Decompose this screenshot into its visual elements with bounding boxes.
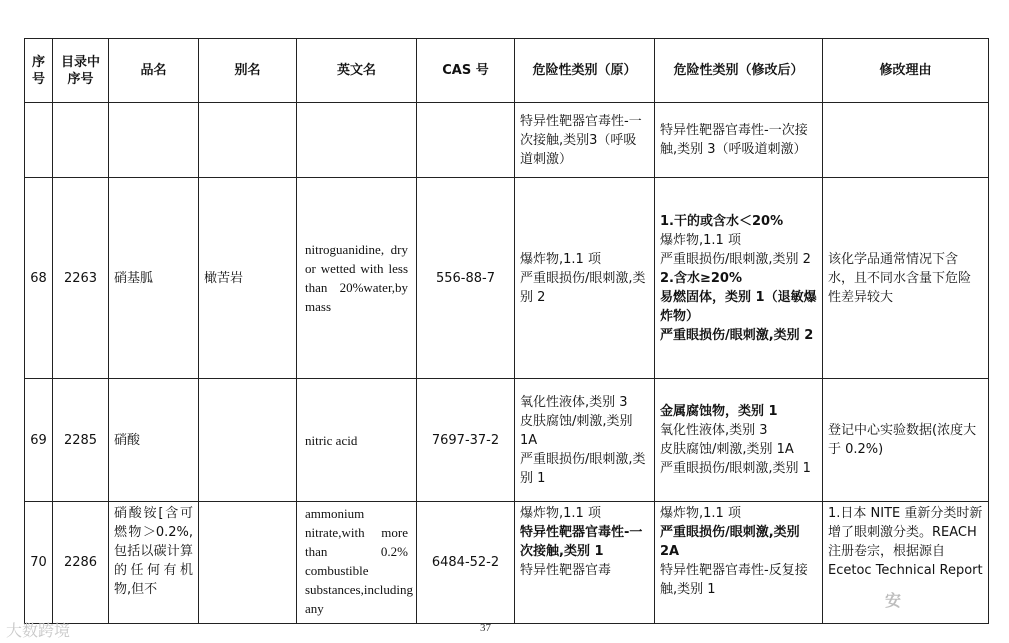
row-cas: 7697-37-2 <box>417 379 515 502</box>
watermark-logo: 大数跨境 <box>6 621 71 640</box>
table-row <box>25 379 989 502</box>
cont-new-hazard: 特异性靶器官毒性-一次接触,类别 3（呼吸道刺激） <box>655 103 823 178</box>
chemical-hazard-table <box>24 38 989 624</box>
row-new-hazard: 爆炸物,1.1 项 严重眼损伤/眼刺激,类别 2A 特异性靶器官毒性-反复接触,类别 1 <box>655 502 823 624</box>
header-alias: 别名 <box>199 39 297 103</box>
row-new-hazard: 1.干的或含水＜20% 爆炸物,1.1 项 严重眼损伤/眼刺激,类别 2 2.含水≥20% 易燃固体，类别 1（退敏爆炸物） 严重眼损伤/眼刺激,类别 2 <box>655 178 823 379</box>
row-new-hazard: 金属腐蚀物，类别 1 氧化性液体,类别 3 皮肤腐蚀/刺激,类别 1A 严重眼损伤/眼刺激,类别 1 <box>655 379 823 502</box>
row-catalog: 2285 <box>53 379 109 502</box>
row-cas: 6484-52-2 <box>417 502 515 624</box>
header-new-hazard: 危险性类别（修改后） <box>655 39 823 103</box>
row-name: 硝酸 <box>109 379 199 502</box>
header-cas: CAS 号 <box>417 39 515 103</box>
row-seq: 70 <box>25 502 53 624</box>
row-alias: 橄苦岩 <box>199 178 297 379</box>
header-reason: 修改理由 <box>823 39 989 103</box>
row-reason: 该化学品通常情况下含水，且不同水含量下危险性差异较大 <box>823 178 989 379</box>
row-cas: 556-88-7 <box>417 178 515 379</box>
cont-orig-hazard: 特异性靶器官毒性-一次接触,类别3（呼吸道刺激） <box>515 103 655 178</box>
header-row <box>25 39 989 103</box>
row-english: nitroguanidine, dry or wetted with less than 20%water,by mass <box>297 178 417 379</box>
header-seq: 序号 <box>25 39 53 103</box>
header-name: 品名 <box>109 39 199 103</box>
row-english: ammonium nitrate,with more than 0.2% combustible substances,including any <box>297 502 417 624</box>
row-orig-hazard: 爆炸物,1.1 项 特异性靶器官毒性-一次接触,类别 1 特异性靶器官毒 <box>515 502 655 624</box>
page-number: 37 <box>480 622 491 634</box>
table-row-continued <box>25 103 989 178</box>
row-name: 硝酸铵[含可燃物＞0.2%,包括以碳计算的任何有机物,但不 <box>109 502 199 624</box>
row-orig-hazard: 氧化性液体,类别 3 皮肤腐蚀/刺激,类别 1A 严重眼损伤/眼刺激,类别 1 <box>515 379 655 502</box>
header-orig-hazard: 危险性类别（原） <box>515 39 655 103</box>
header-catalog: 目录中序号 <box>53 39 109 103</box>
table-row <box>25 178 989 379</box>
row-alias <box>199 379 297 502</box>
row-orig-hazard: 爆炸物,1.1 项 严重眼损伤/眼刺激,类别 2 <box>515 178 655 379</box>
row-name: 硝基胍 <box>109 178 199 379</box>
table-row <box>25 502 989 624</box>
watermark-logo-right: 安 <box>885 591 902 610</box>
row-reason: 1.日本 NITE 重新分类时新增了眼刺激分类。REACH 注册卷宗，根据源自 Ecetoc Technical Report <box>823 502 989 624</box>
row-alias <box>199 502 297 624</box>
row-reason: 登记中心实验数据(浓度大于 0.2%) <box>823 379 989 502</box>
row-catalog: 2286 <box>53 502 109 624</box>
row-seq: 69 <box>25 379 53 502</box>
row-english: nitric acid <box>297 379 417 502</box>
header-english: 英文名 <box>297 39 417 103</box>
row-seq: 68 <box>25 178 53 379</box>
row-catalog: 2263 <box>53 178 109 379</box>
